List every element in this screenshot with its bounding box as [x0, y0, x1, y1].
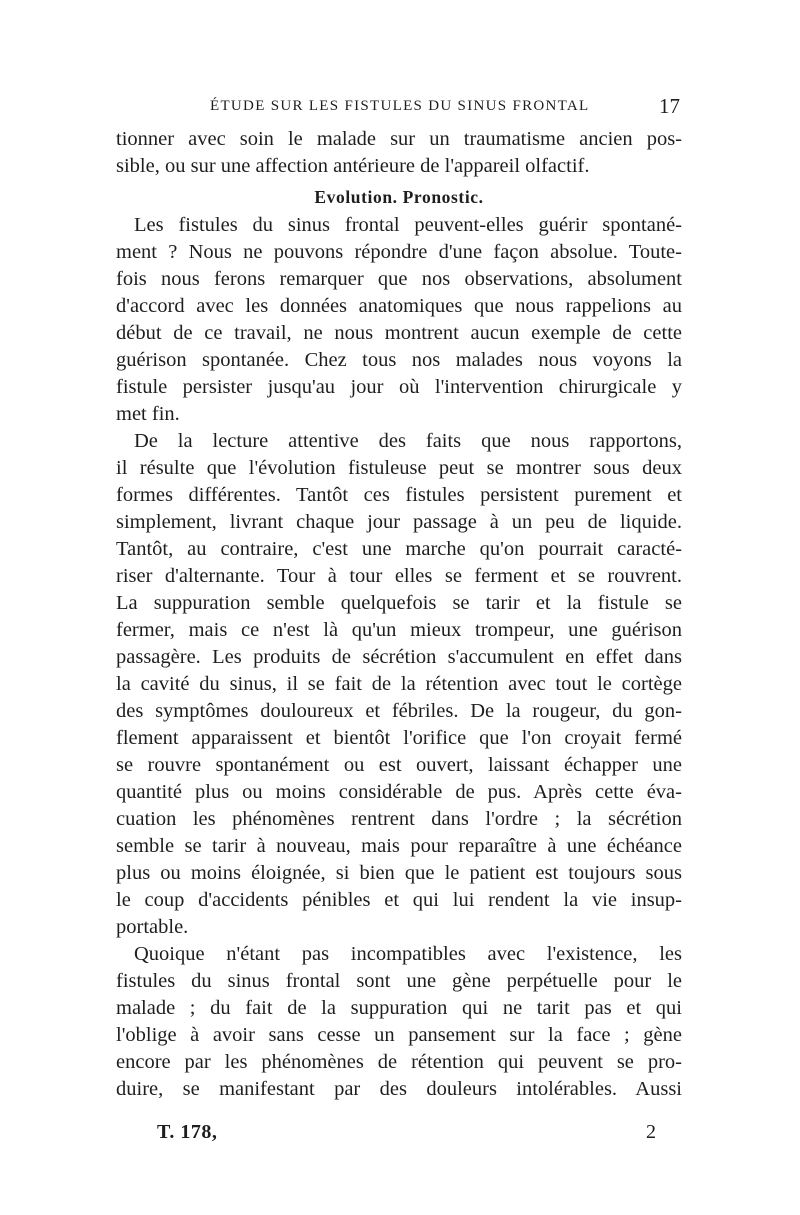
text-line: passagère. Les produits de sécrétion s'accumulent en effet dans	[116, 646, 682, 668]
paragraph-1	[116, 212, 682, 428]
text-line: cuation les phénomènes rentrent dans l'ordre ; la sécrétion	[116, 808, 682, 830]
text-line: flement apparaissent et bientôt l'orifice que l'on croyait fermé	[116, 727, 682, 749]
text-line: plus ou moins éloignée, si bien que le patient est toujours sous	[116, 862, 682, 884]
text-line: se rouvre spontanément ou est ouvert, laissant échapper une	[116, 754, 682, 776]
text-line: la cavité du sinus, il se fait de la rétention avec tout le cortège	[116, 673, 682, 695]
sheet-number: 2	[646, 1121, 656, 1143]
text-line: tionner avec soin le malade sur un traumatisme ancien pos-	[116, 128, 682, 150]
text-line: Tantôt, au contraire, c'est une marche qu'on pourrait caracté-	[116, 538, 682, 560]
text-line: des symptômes douloureux et fébriles. De la rougeur, du gon-	[116, 700, 682, 722]
text-line: fistule persister jusqu'au jour où l'intervention chirurgicale y	[116, 376, 682, 398]
body-text	[116, 126, 682, 1103]
text-line: portable.	[116, 916, 189, 938]
signature-mark: T. 178,	[157, 1121, 218, 1143]
text-line: Quoique n'étant pas incompatibles avec l'existence, les	[134, 943, 682, 965]
intro-paragraph	[116, 126, 682, 180]
text-line: simplement, livrant chaque jour passage à un peu de liquide.	[116, 511, 682, 533]
text-line: malade ; du fait de la suppuration qui ne tarit pas et qui	[116, 997, 682, 1019]
section-heading: Evolution. Pronostic.	[314, 187, 484, 207]
text-line: fistules du sinus frontal sont une gène perpétuelle pour le	[116, 970, 682, 992]
text-line: La suppuration semble quelquefois se tarir et la fistule se	[116, 592, 682, 614]
text-line: Les fistules du sinus frontal peuvent-elles guérir spontané-	[134, 214, 682, 236]
running-title: ÉTUDE SUR LES FISTULES DU SINUS FRONTAL	[210, 98, 590, 114]
text-line: semble se tarir à nouveau, mais pour reparaître à une échéance	[116, 835, 682, 857]
text-line: fois nous ferons remarquer que nos observations, absolument	[116, 268, 682, 290]
text-line: le coup d'accidents pénibles et qui lui rendent la vie insup-	[116, 889, 682, 911]
text-line: sible, ou sur une affection antérieure de l'appareil olfactif.	[116, 155, 590, 177]
paragraph-2	[116, 428, 682, 941]
page-footer	[0, 1121, 800, 1151]
text-line: début de ce travail, ne nous montrent aucun exemple de cette	[116, 322, 682, 344]
text-line: met fin.	[116, 403, 180, 425]
text-line: il résulte que l'évolution fistuleuse peut se montrer sous deux	[116, 457, 682, 479]
text-line: encore par les phénomènes de rétention qui peuvent se pro-	[116, 1051, 682, 1073]
paragraph-3	[116, 941, 682, 1103]
text-line: riser d'alternante. Tour à tour elles se ferment et se rouvrent.	[116, 565, 682, 587]
text-line: d'accord avec les données anatomiques que nous rappelions au	[116, 295, 682, 317]
text-line: fermer, mais ce n'est là qu'un mieux trompeur, une guérison	[116, 619, 682, 641]
text-line: guérison spontanée. Chez tous nos malades nous voyons la	[116, 349, 682, 371]
text-line: quantité plus ou moins considérable de pus. Après cette éva-	[116, 781, 682, 803]
page-number: 17	[659, 94, 680, 118]
text-line: duire, se manifestant par des douleurs intolérables. Aussi	[116, 1078, 682, 1100]
text-line: formes différentes. Tantôt ces fistules persistent purement et	[116, 484, 682, 506]
running-header	[0, 94, 800, 120]
text-line: ment ? Nous ne pouvons répondre d'une façon absolue. Toute-	[116, 241, 682, 263]
text-line: l'oblige à avoir sans cesse un pansement sur la face ; gène	[116, 1024, 682, 1046]
text-line: De la lecture attentive des faits que nous rapportons,	[134, 430, 682, 452]
